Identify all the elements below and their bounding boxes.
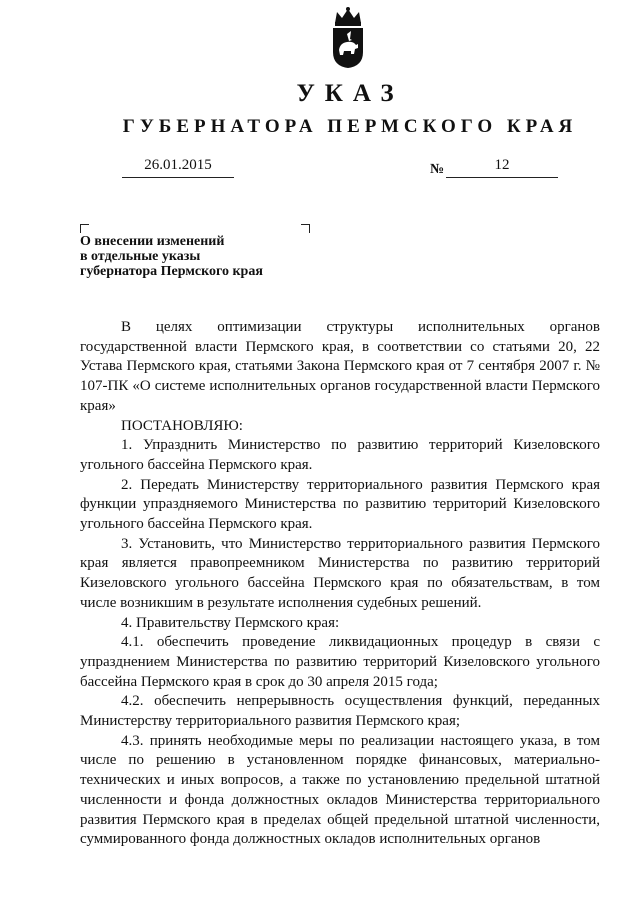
preamble-paragraph: В целях оптимизации структуры исполнительных органов государственной власти Пермского края, в соответствии со статьями 20, 22 Устава Пермского края, статьями Закона Пермского края от 7 сентября 2007 г. № 107-ПК «О системе исполнительных органов государственной власти Пермского края» <box>80 319 600 414</box>
subject-line: губернатора Пермского края <box>80 264 263 279</box>
item-paragraph: 4. Правительству Пермского края: <box>121 614 340 631</box>
item-paragraph: 1. Упразднить Министерство по развитию территорий Кизеловского угольного бассейна Пермского края. <box>80 437 600 473</box>
number-sign: № <box>430 162 445 177</box>
item-paragraph: 4.1. обеспечить проведение ликвидационных процедур в связи с упразднением Министерства по развитию территорий Кизеловского угольного бассейна Пермского края в срок до 30 апреля 2015 года; <box>80 634 600 690</box>
coat-of-arms-icon <box>326 6 370 70</box>
document-subject <box>80 234 310 279</box>
subject-corner-left <box>80 224 89 233</box>
item-paragraph: 3. Установить, что Министерство территориального развития Пермского края является правопреемником Министерства по развитию территорий Кизеловского угольного бассейна Пермского края по обязательствам, в том числе возникшим в результате исполнения судебных решений. <box>80 535 600 611</box>
item-paragraph: 2. Передать Министерству территориального развития Пермского края функции упраздняемого Министерства по развитию территорий Кизеловского угольного бассейна Пермского края. <box>80 476 600 533</box>
subject-corner-right <box>301 224 310 233</box>
document-date: 26.01.2015 <box>122 157 234 178</box>
decree-heading: ПОСТАНОВЛЯЮ: <box>121 417 243 434</box>
item-paragraph: 4.2. обеспечить непрерывность осуществления функций, переданных Министерству территориального развития Пермского края; <box>80 693 600 730</box>
document-number: 12 <box>446 157 558 178</box>
document-subtitle: ГУБЕРНАТОРА ПЕРМСКОГО КРАЯ <box>122 116 578 137</box>
document-body <box>80 318 600 850</box>
item-paragraph: 4.3. принять необходимые меры по реализации настоящего указа, в том числе по решению в установленном порядке финансовых, материально-технических и иных вопросов, а также по установлению предельной штатной численности и фонда должностных окладов Министерства территориального развития Пермского края в пределах общей предельной штатной численности, суммированного фонда должностных окладов исполнительных органов <box>80 732 600 848</box>
subject-line: в отдельные указы <box>80 249 201 264</box>
subject-line: О внесении изменений <box>80 234 225 249</box>
document-title: УКАЗ <box>296 80 404 107</box>
